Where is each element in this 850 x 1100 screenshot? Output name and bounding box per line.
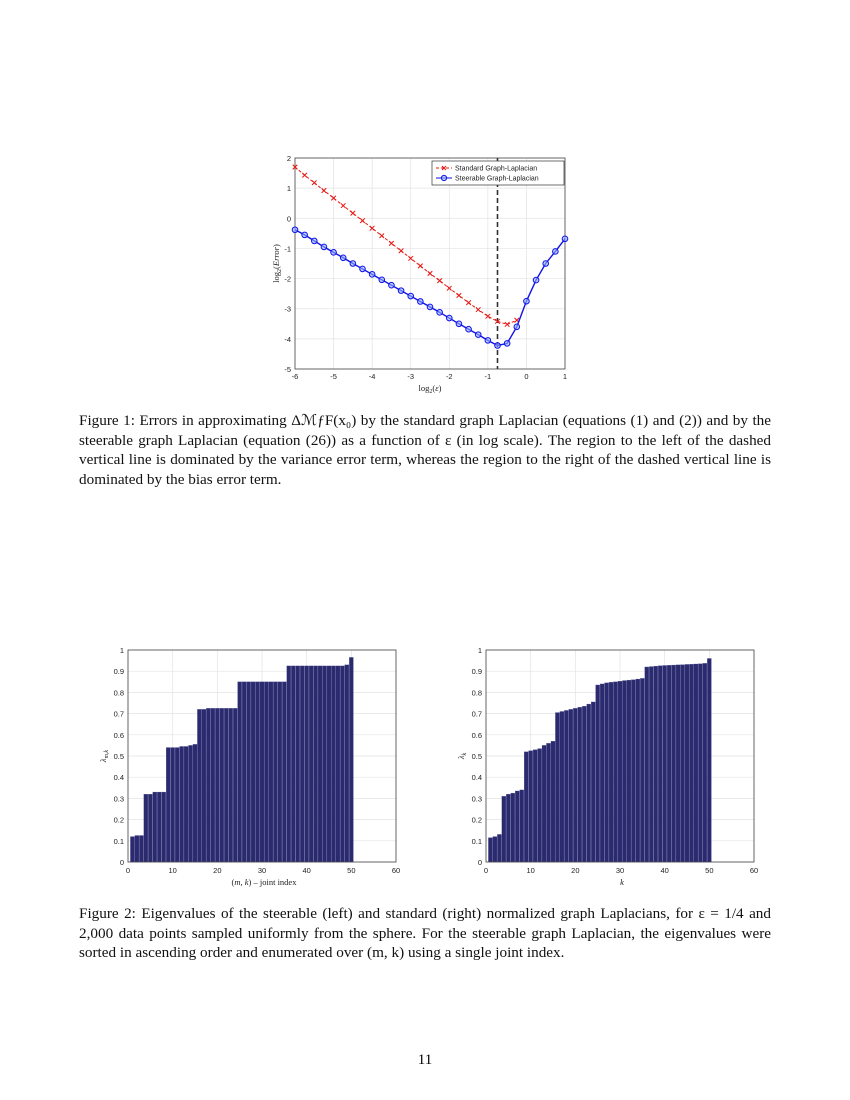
bar <box>569 709 573 862</box>
bar <box>188 745 192 862</box>
x-axis-label: (m, k) – joint index <box>231 877 297 887</box>
data-point-steerable <box>331 250 337 256</box>
bar <box>551 741 555 862</box>
bar <box>157 792 161 862</box>
bar <box>345 665 349 862</box>
bar <box>251 682 255 862</box>
bar <box>654 666 658 862</box>
bar <box>676 665 680 862</box>
x-tick-label: 1 <box>562 372 568 381</box>
y-tick-label: 0.1 <box>471 836 482 846</box>
bar <box>220 708 224 862</box>
figure-2-caption-label: Figure 2: <box>79 905 136 922</box>
x-tick-label: 60 <box>391 866 401 875</box>
bar <box>685 664 689 862</box>
bar <box>573 708 577 862</box>
x-tick-label: 30 <box>615 866 625 875</box>
bar <box>278 682 282 862</box>
bar <box>255 682 259 862</box>
x-tick-label: 20 <box>571 866 580 875</box>
bar <box>600 684 604 862</box>
bar <box>287 666 291 862</box>
data-point-steerable <box>379 277 385 283</box>
y-tick-label: 1 <box>119 646 124 655</box>
bar <box>242 682 246 862</box>
figure-1-caption-label: Figure 1: <box>79 412 135 429</box>
bar <box>296 666 300 862</box>
bar <box>184 746 188 862</box>
y-tick-label: 0.4 <box>471 773 482 783</box>
figure-1-error-plot <box>240 148 600 400</box>
data-point-steerable <box>408 293 414 299</box>
bar <box>144 794 148 862</box>
bar <box>264 682 268 862</box>
y-tick-label: 1 <box>477 646 482 655</box>
y-tick-label: 0.2 <box>113 815 124 825</box>
figure-2-right-bar-chart <box>448 640 766 890</box>
y-axis-label: $\lambda_k$ <box>456 752 468 760</box>
data-point-steerable <box>302 232 308 238</box>
bar <box>229 708 233 862</box>
bar <box>193 744 197 862</box>
bar <box>224 708 228 862</box>
data-point-steerable <box>446 315 452 321</box>
bar <box>672 665 676 862</box>
bar <box>273 682 277 862</box>
data-point-steerable <box>311 238 317 244</box>
y-tick-label: 0.8 <box>113 688 124 698</box>
bar <box>506 794 510 862</box>
y-tick-label: 0.6 <box>113 730 124 740</box>
legend-marker-o <box>441 175 446 180</box>
data-point-steerable <box>350 261 356 267</box>
bar <box>622 681 626 862</box>
bar <box>260 682 264 862</box>
bar <box>578 707 582 862</box>
figure-2-caption-text: Eigenvalues of the steerable (left) and standard (right) normalized graph Laplacians, for ε = 1/4 and 2,000 data points sampled uniformly from the sphere. For the steerable graph Laplacian, the eigenvalues were sorted in ascending order and enumerated over (m, k) using a single joint index. <box>79 905 771 961</box>
bar <box>130 837 134 862</box>
bar <box>314 666 318 862</box>
bar <box>135 836 139 863</box>
bar <box>538 749 542 862</box>
data-point-steerable <box>360 266 366 272</box>
x-tick-label: 50 <box>347 866 356 875</box>
bar <box>215 708 219 862</box>
y-tick-label: 0.3 <box>113 794 124 804</box>
bar <box>627 680 631 862</box>
data-point-steerable <box>504 341 510 347</box>
y-axis-label: $\lambda_{m,k}$ <box>98 749 110 763</box>
bar <box>524 752 528 862</box>
bar <box>349 657 353 862</box>
bar <box>533 750 537 862</box>
bar <box>153 792 157 862</box>
y-tick-label: 1 <box>286 184 291 194</box>
bar <box>591 702 595 862</box>
y-tick-label: -4 <box>284 334 291 344</box>
legend-entry-label: Steerable Graph-Laplacian <box>455 175 539 183</box>
bar <box>206 708 210 862</box>
bar <box>318 666 322 862</box>
y-tick-label: -1 <box>284 244 291 254</box>
y-tick-label: 0.3 <box>471 794 482 804</box>
bar <box>613 682 617 862</box>
x-tick-label: 0 <box>483 866 489 875</box>
data-point-steerable <box>340 255 346 261</box>
bar <box>582 706 586 862</box>
x-axis-label: k <box>620 877 624 887</box>
bar <box>555 713 559 862</box>
bar <box>542 745 546 862</box>
data-point-steerable <box>389 282 395 288</box>
y-tick-label: 0.7 <box>113 709 124 719</box>
bar <box>511 793 515 862</box>
bar <box>609 682 613 862</box>
bar <box>300 666 304 862</box>
bar <box>247 682 251 862</box>
bar <box>336 666 340 862</box>
bar <box>269 682 273 862</box>
bar <box>520 790 524 862</box>
x-tick-label: -5 <box>330 372 337 381</box>
bar <box>564 710 568 862</box>
figure-1-caption-text: Errors in approximating ΔℳƒF(x₀) by the standard graph Laplacian (equations (1) and (2)) and by the steerable graph Laplacian (equation (26)) as a function of ε (in log scale). The region to the left of the dashed vertical line is dominated by the variance error term, whereas the region to the right of the dashed vertical line is dominated by the bias error term. <box>79 412 772 488</box>
y-tick-label: 0.7 <box>471 709 482 719</box>
bar <box>327 666 331 862</box>
x-tick-label: 50 <box>705 866 714 875</box>
y-tick-label: -2 <box>284 274 291 284</box>
y-tick-label: 0 <box>119 858 124 867</box>
x-tick-label: -3 <box>407 372 415 381</box>
data-point-steerable <box>485 338 491 344</box>
bar <box>707 658 711 862</box>
y-tick-label: 0.8 <box>471 688 482 698</box>
y-tick-label: -5 <box>284 365 291 374</box>
bar <box>238 682 242 862</box>
bar <box>322 666 326 862</box>
x-axis-label: $\log_2(\varepsilon)$ <box>418 383 442 395</box>
data-point-steerable <box>427 304 433 310</box>
x-tick-label: -4 <box>368 372 376 381</box>
bar <box>148 794 152 862</box>
x-tick-label: 10 <box>526 866 535 875</box>
bar <box>529 751 533 862</box>
bar <box>658 666 662 862</box>
bar <box>546 743 550 862</box>
bar <box>233 708 237 862</box>
bar <box>171 748 175 862</box>
bar <box>162 792 166 862</box>
x-tick-label: -1 <box>484 372 492 381</box>
bar <box>493 837 497 862</box>
bar <box>305 666 309 862</box>
bar <box>202 709 206 862</box>
data-point-steerable <box>437 310 443 316</box>
bar <box>680 665 684 862</box>
bar <box>663 665 667 862</box>
data-point-steerable <box>553 249 559 255</box>
y-tick-label: 0.4 <box>113 773 124 783</box>
x-tick-label: -6 <box>291 372 299 381</box>
y-tick-label: 0.6 <box>471 730 482 740</box>
legend-entry-label: Standard Graph-Laplacian <box>455 165 538 173</box>
data-point-steerable <box>369 272 375 278</box>
bar <box>667 665 671 862</box>
bar <box>694 664 698 862</box>
data-point-steerable <box>456 321 462 327</box>
bar <box>175 748 179 862</box>
bar <box>698 664 702 862</box>
y-tick-label: 0 <box>477 858 482 867</box>
y-tick-label: 2 <box>286 154 291 163</box>
bar <box>497 834 501 862</box>
data-point-steerable <box>475 332 481 338</box>
data-point-steerable <box>524 298 530 304</box>
bar <box>139 836 143 863</box>
data-point-steerable <box>398 288 404 294</box>
bar <box>291 666 295 862</box>
y-tick-label: 0.9 <box>113 667 124 677</box>
x-tick-label: 20 <box>213 866 222 875</box>
bar <box>331 666 335 862</box>
bar <box>631 680 635 862</box>
bar <box>560 711 564 862</box>
y-tick-label: 0.5 <box>113 752 124 761</box>
y-tick-label: 0.9 <box>471 667 482 677</box>
y-tick-label: 0 <box>286 214 291 224</box>
page-number: 11 <box>417 1052 433 1068</box>
bar <box>211 708 215 862</box>
bar <box>596 685 600 862</box>
x-tick-label: 0 <box>125 866 131 875</box>
y-axis-label: $\log_2(Error)$ <box>271 244 283 283</box>
figure-2-left-bar-chart <box>90 640 408 890</box>
bar <box>689 664 693 862</box>
bar <box>197 709 201 862</box>
x-tick-label: 60 <box>749 866 759 875</box>
x-tick-label: 0 <box>524 372 529 381</box>
bar <box>618 681 622 862</box>
data-point-steerable <box>562 236 568 242</box>
x-tick-label: 30 <box>257 866 267 875</box>
y-tick-label: 0.1 <box>113 836 124 846</box>
y-tick-label: 0.2 <box>471 815 482 825</box>
x-tick-label: -2 <box>445 372 453 381</box>
x-tick-label: 40 <box>660 866 669 875</box>
bar <box>166 748 170 862</box>
bar <box>649 667 653 862</box>
bar <box>605 683 609 862</box>
x-tick-label: 10 <box>168 866 177 875</box>
data-point-steerable <box>321 244 327 250</box>
bar <box>515 791 519 862</box>
bar <box>587 704 591 862</box>
bar <box>282 682 286 862</box>
bar <box>636 679 640 862</box>
data-point-steerable <box>466 326 472 332</box>
data-point-steerable <box>543 261 549 267</box>
figure-1-caption <box>79 411 771 489</box>
bar <box>180 746 184 862</box>
bar <box>645 667 649 862</box>
y-tick-label: -3 <box>284 304 291 314</box>
data-point-steerable <box>533 277 539 283</box>
data-point-steerable <box>514 324 520 330</box>
bar <box>640 678 644 862</box>
bar <box>703 663 707 862</box>
bar <box>309 666 313 862</box>
bar <box>488 838 492 862</box>
y-tick-label: 0.5 <box>471 752 482 761</box>
data-point-steerable <box>418 299 424 305</box>
bar <box>502 796 506 862</box>
x-tick-label: 40 <box>302 866 311 875</box>
figure-2-caption <box>79 904 771 963</box>
data-point-steerable <box>495 343 501 349</box>
bar <box>340 666 344 862</box>
data-point-steerable <box>292 227 298 233</box>
plot-area <box>295 158 565 369</box>
